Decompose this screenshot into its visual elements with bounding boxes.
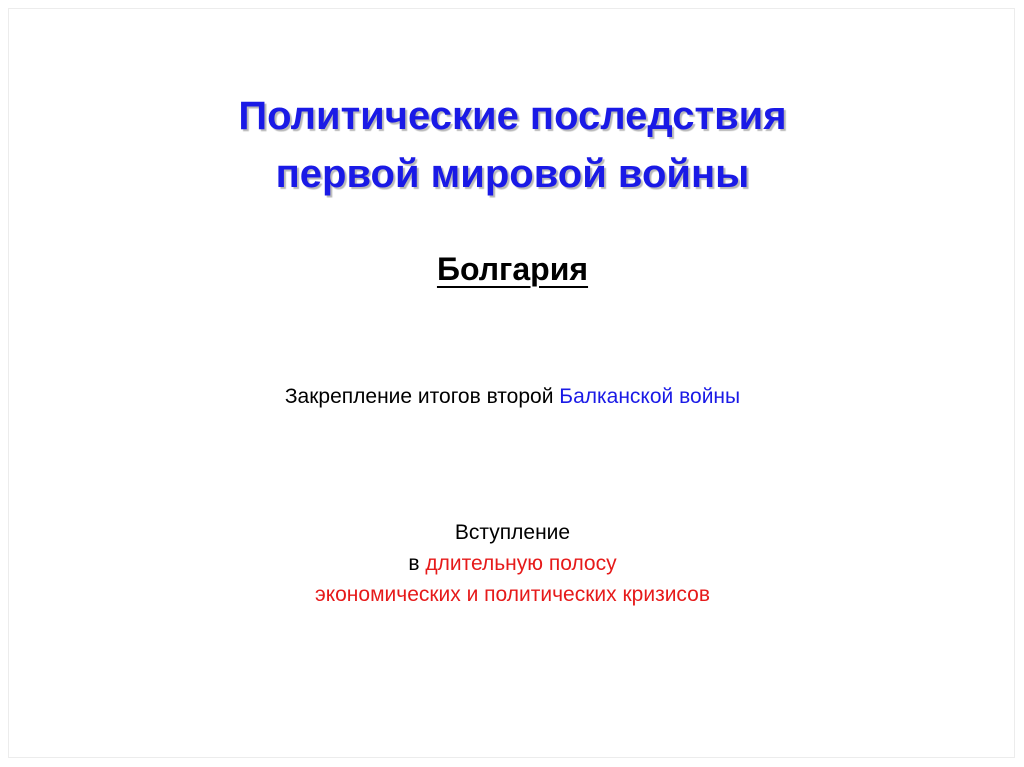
country-heading: Болгария	[436, 251, 589, 287]
point-balkan-war-text: Закрепление итогов второй	[284, 385, 560, 408]
point-crises-line-2	[9, 548, 1016, 579]
point-crises-line-2-text: в	[408, 552, 426, 575]
point-crises-line-1: Вступление	[454, 521, 571, 544]
point-crises-line-3: экономических и политических кризисов	[314, 583, 711, 606]
point-balkan-war	[9, 383, 1016, 411]
slide-title	[9, 87, 1016, 203]
slide	[8, 8, 1015, 758]
point-balkan-war-highlight: Балканской войны	[559, 385, 741, 408]
title-line-1: Политические последствия	[238, 94, 787, 138]
point-crises-line-2-highlight: длительную полосу	[425, 552, 617, 575]
point-crises	[9, 517, 1016, 610]
title-line-2: первой мировой войны	[275, 152, 750, 196]
